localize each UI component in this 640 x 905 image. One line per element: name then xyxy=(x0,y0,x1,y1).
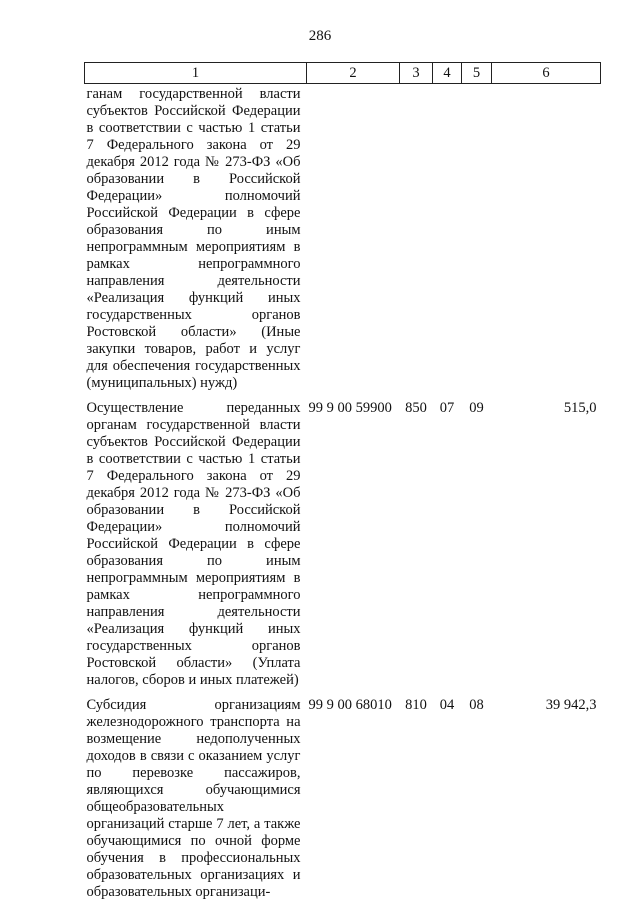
page-number: 286 xyxy=(308,28,332,44)
target-article-code: 99 9 00 59900 xyxy=(308,400,392,416)
budget-table xyxy=(84,62,601,901)
section-code: 04 xyxy=(439,697,455,713)
section-code xyxy=(433,84,462,393)
column-header-3: 3 xyxy=(400,63,433,84)
amount: 39 942,3 xyxy=(545,697,597,713)
amount xyxy=(492,84,601,393)
expense-type-code: 850 xyxy=(405,400,427,416)
column-header-2: 2 xyxy=(307,63,400,84)
target-article-code xyxy=(307,84,400,393)
column-header-5: 5 xyxy=(462,63,492,84)
amount: 515,0 xyxy=(563,400,597,416)
subsection-code: 08 xyxy=(469,697,484,713)
expense-description: ганам государственной власти субъектов Российской Федерации в соответствии с частью 1 статьи 7 Федерального закона от 29 декабря 2012 года № 273-ФЗ «Об образовании в Российской Федерации» полномочий Российской Федерации в сфере образования по иным непрограммным мероприятиям в рамках непрограммного направления деятельности «Реализация функций иных государственных органов Ростовской области» (Иные закупки товаров, работ и услуг для обеспечения государственных (муниципальных) нужд) xyxy=(86,86,301,391)
expense-type-code xyxy=(400,84,433,393)
table-row xyxy=(85,689,601,901)
target-article-code: 99 9 00 68010 xyxy=(308,697,392,713)
column-header-1: 1 xyxy=(85,63,307,84)
subsection-code: 09 xyxy=(469,400,484,416)
expense-description: Субсидия организациям железнодорожного транспорта на возмещение недополученных доходов в связи с оказанием услуг по перевозке пассажиров, являющихся обучающимися общеобразовательных организаций старше 7 лет, а также обучающимися по очной форме обучения в профессиональных образовательных организациях и образовательных организаци- xyxy=(86,697,301,900)
table-row xyxy=(85,392,601,689)
expense-description: Осуществление переданных органам государственной власти субъектов Российской Федерации в соответствии с частью 1 статьи 7 Федерального закона от 29 декабря 2012 года № 273-ФЗ «Об образовании в Российской Федерации» полномочий Российской Федерации в сфере образования по иным непрограммным мероприятиям в рамках непрограммного направления деятельности «Реализация функций иных государственных органов Ростовской области» (Уплата налогов, сборов и иных платежей) xyxy=(86,400,301,688)
table-row xyxy=(85,84,601,393)
column-header-4: 4 xyxy=(433,63,462,84)
expense-type-code: 810 xyxy=(405,697,427,713)
subsection-code xyxy=(462,84,492,393)
column-header-6: 6 xyxy=(492,63,601,84)
section-code: 07 xyxy=(439,400,455,416)
table-header-row xyxy=(85,63,601,84)
